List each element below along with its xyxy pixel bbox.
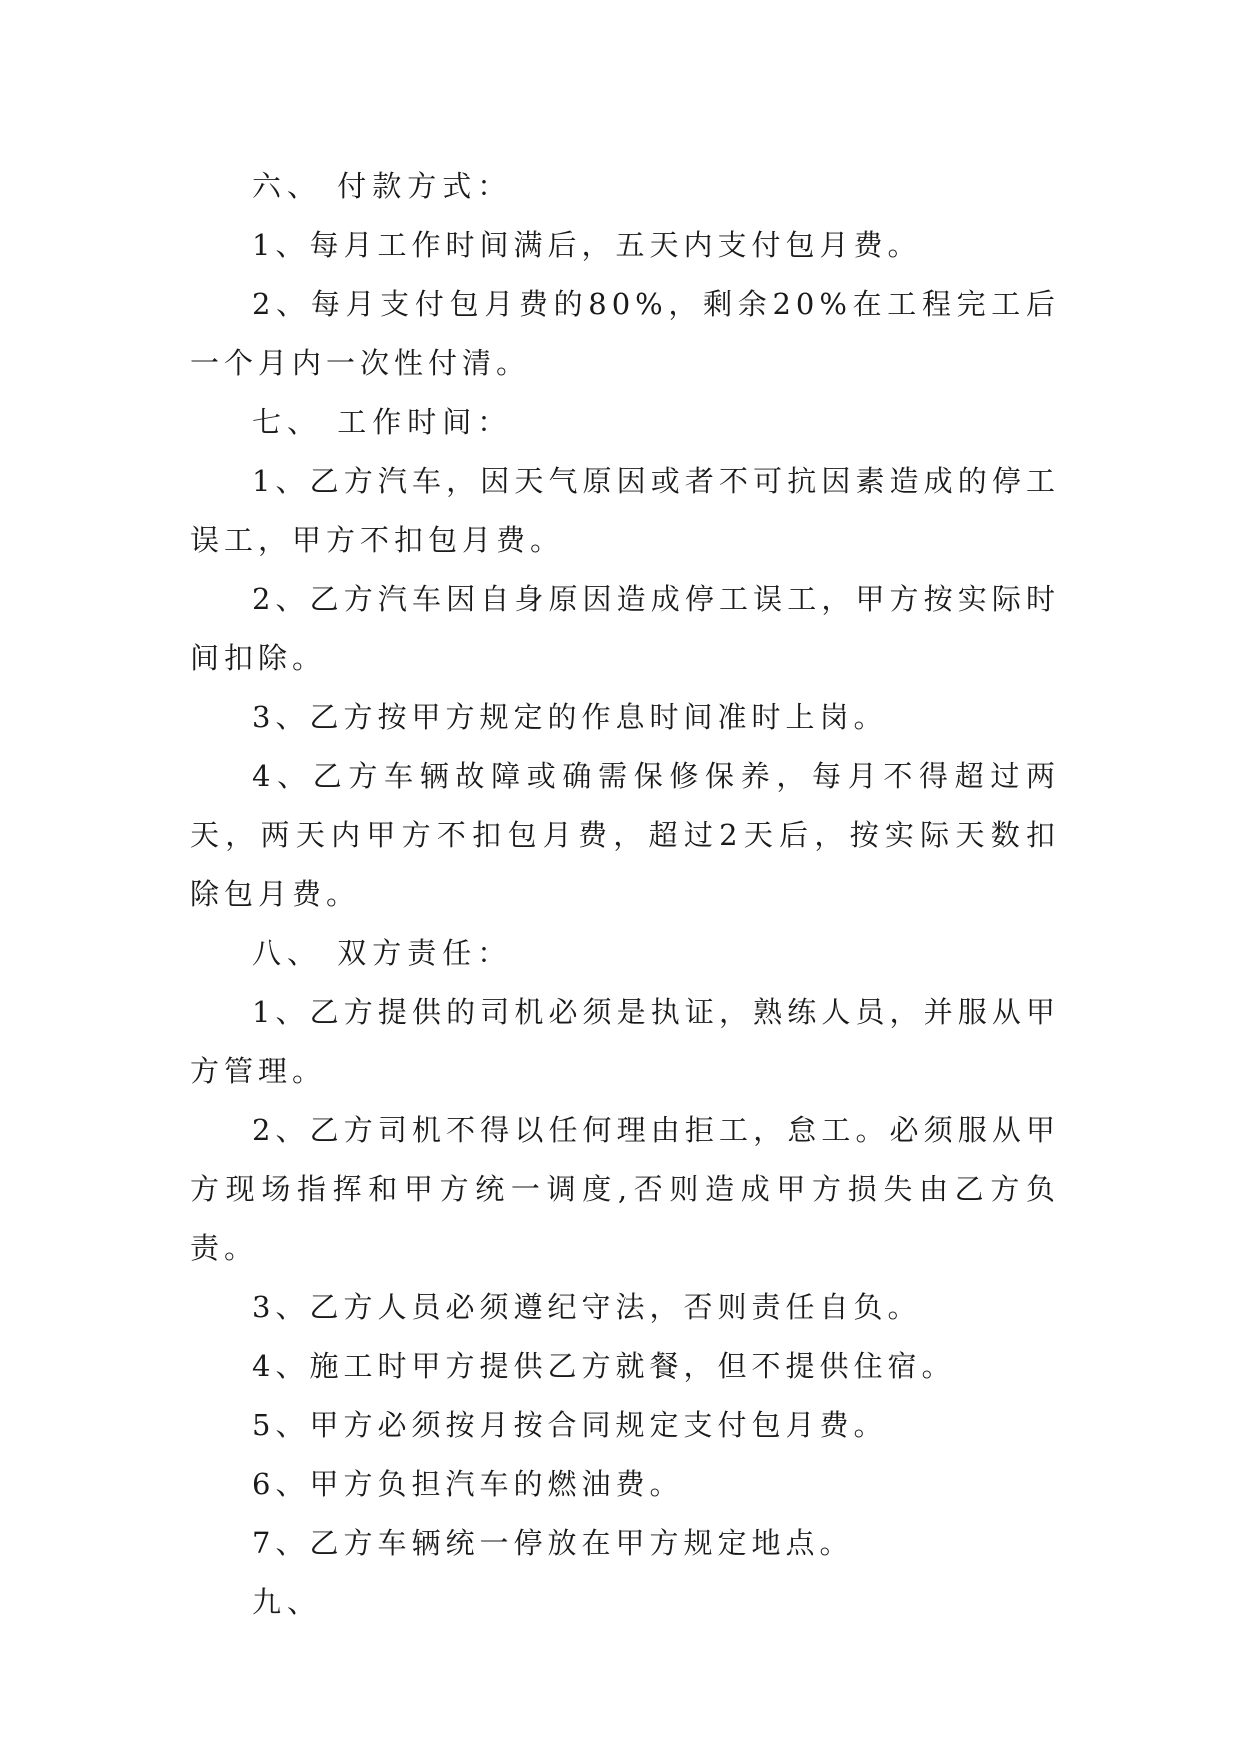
paragraph: 5、甲方必须按月按合同规定支付包月费。 <box>252 1408 888 1442</box>
paragraph: 4、施工时甲方提供乙方就餐，但不提供住宿。 <box>252 1349 956 1383</box>
paragraph: 4、乙方车辆故障或确需保修保养，每月不得超过两天，两天内甲方不扣包月费，超过2天后，按实际天数扣除包月费。 <box>190 759 1060 911</box>
paragraph: 3、乙方按甲方规定的作息时间准时上岗。 <box>252 700 888 734</box>
section-heading-nine: 九、 <box>252 1585 323 1619</box>
paragraph: 7、乙方车辆统一停放在甲方规定地点。 <box>252 1526 854 1560</box>
paragraph: 2、每月支付包月费的80%，剩余20%在工程完工后一个月内一次性付清。 <box>190 287 1060 380</box>
section-heading-payment: 六、 付款方式： <box>252 169 513 203</box>
paragraph: 6、甲方负担汽车的燃油费。 <box>252 1467 684 1501</box>
paragraph: 2、乙方司机不得以任何理由拒工，怠工。必须服从甲方现场指挥和甲方统一调度,否则造成甲方损失由乙方负责。 <box>190 1113 1060 1265</box>
paragraph: 1、每月工作时间满后，五天内支付包月费。 <box>252 228 922 262</box>
section-heading-responsibilities: 八、 双方责任： <box>252 936 513 970</box>
section-heading-work-time: 七、 工作时间： <box>252 405 513 439</box>
paragraph: 1、乙方汽车，因天气原因或者不可抗因素造成的停工误工，甲方不扣包月费。 <box>190 464 1060 557</box>
paragraph: 2、乙方汽车因自身原因造成停工误工，甲方按实际时间扣除。 <box>190 582 1060 675</box>
paragraph: 1、乙方提供的司机必须是执证，熟练人员，并服从甲方管理。 <box>190 995 1060 1088</box>
paragraph: 3、乙方人员必须遵纪守法，否则责任自负。 <box>252 1290 922 1324</box>
document-body <box>190 157 1060 1632</box>
